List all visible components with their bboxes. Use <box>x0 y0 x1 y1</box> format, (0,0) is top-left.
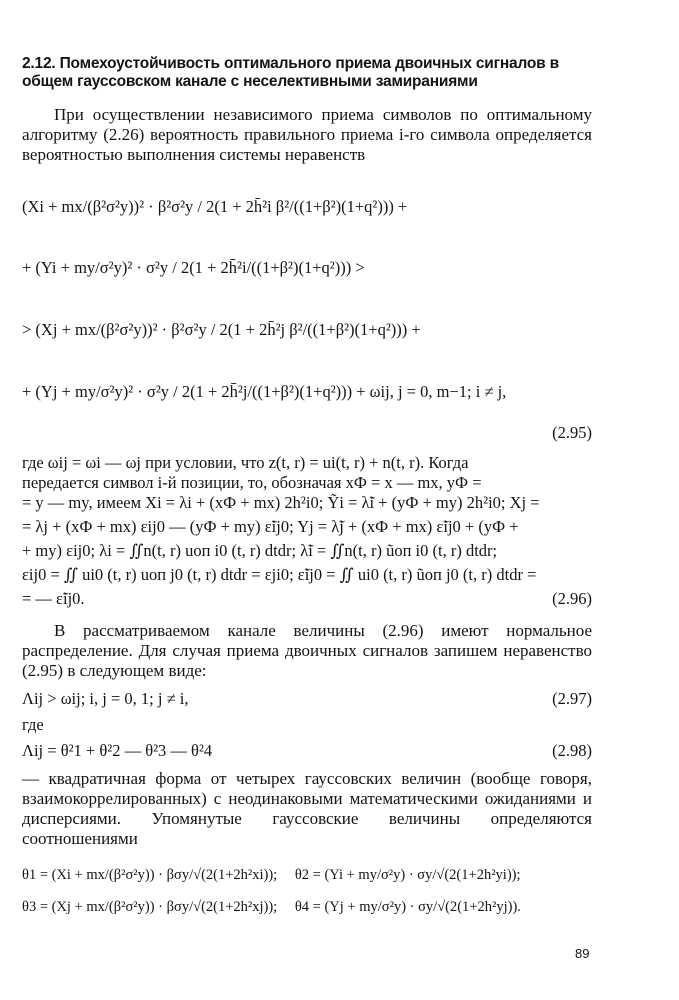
eq98-row <box>22 741 592 767</box>
theta2: θ2 = (Yi + my/σ²y) · σy/√(2(1+2h²yi)); <box>294 867 521 883</box>
paragraph-3: — квадратичная форма от четырех гауссовских величин (вообще говоря, взаимокоррелированных) с неодинаковыми математическими ожиданиями и дисперсиями. Упомянутые гауссовские величины определяются соотношениями <box>22 769 592 848</box>
where-line-1: где ωij = ωi — ωj при условии, что z(t, r) = ui(t, r) + n(t, r). Когда <box>22 453 469 472</box>
eq95-line1: (Xi + mx/(β²σ²y))² · β²σ²y / 2(1 + 2h̄²i β²/((1+β²)(1+q²))) + <box>22 197 408 216</box>
paragraph-2: В рассматриваемом канале величины (2.96) имеют нормальное распределение. Для случая приема двоичных сигналов запишем неравенство (2.95) в следующем виде: <box>22 621 592 680</box>
eq98-number: (2.98) <box>552 741 592 760</box>
gde-label: где <box>22 715 44 734</box>
eq95-line4: + (Yj + my/σ²y)² · σ²y / 2(1 + 2h̄²j/((1+β²)(1+q²))) + ωij, j = 0, m−1; i ≠ j, <box>22 382 507 401</box>
where-line-6: εij0 = ∬ ui0 (t, r) uоп j0 (t, r) dtdr = εji0; ε̃ij0 = ∬ ui0 (t, r) ũоп j0 (t, r) dtdr = <box>22 565 537 584</box>
eq97-number: (2.97) <box>552 689 592 708</box>
eq96-tail: = — ε̃ij0. <box>22 589 85 608</box>
theta-row-2 <box>22 891 592 923</box>
section-heading: 2.12. Помехоустойчивость оптимального приема двоичных сигналов в общем гауссовском канале с неселективными замираниями <box>22 55 559 90</box>
page-number: 89 <box>575 946 590 961</box>
where-line-5: + my) εij0; λi = ∬n(t, r) uоп i0 (t, r) dtdr; λ̃i = ∬n(t, r) ũоп i0 (t, r) dtdr; <box>22 541 498 560</box>
theta1: θ1 = (Xi + mx/(β²σ²y)) · βσy/√(2(1+2h²xi)); <box>22 867 278 883</box>
eq95-line3: > (Xj + mx/(β²σ²y))² · β²σ²y / 2(1 + 2h̄²j β²/((1+β²)(1+q²))) + <box>22 320 421 339</box>
eq96-number: (2.96) <box>552 589 592 608</box>
eq98: Λij = θ²1 + θ²2 — θ²3 — θ²4 <box>22 741 213 760</box>
where-block <box>22 453 592 615</box>
theta-row-1 <box>22 859 592 891</box>
eq96-row <box>22 589 592 615</box>
eq95-number: (2.95) <box>552 423 592 442</box>
page-body <box>22 55 592 923</box>
equation-2-95 <box>22 177 592 443</box>
intro-paragraph: При осуществлении независимого приема символов по оптимальному алгоритму (2.26) вероятность правильного приема i-го символа определяется вероятностью выполнения системы неравенств <box>22 105 592 164</box>
theta-definitions <box>22 859 592 923</box>
eq97-row <box>22 689 592 715</box>
theta3: θ3 = (Xj + mx/(β²σ²y)) · βσy/√(2(1+2h²xj)); <box>22 899 278 915</box>
eq95-line2: + (Yi + my/σ²y)² · σ²y / 2(1 + 2h̄²i/((1+β²)(1+q²))) > <box>22 258 365 277</box>
where-line-4: = λj + (xФ + mx) εij0 — (yФ + my) ε̃ij0; Yj = λ̃j + (xФ + mx) ε̃ij0 + (yФ + <box>22 517 519 536</box>
eq97: Λij > ωij; i, j = 0, 1; j ≠ i, <box>22 689 189 708</box>
where-line-3: = y — my, имеем Xi = λi + (xФ + mx) 2h²i0; Ỹi = λ̃i + (yФ + my) 2h²i0; Xj = <box>22 493 540 512</box>
where-line-2: передается символ i-й позиции, то, обозначая xФ = x — mx, yФ = <box>22 473 482 492</box>
theta4: θ4 = (Yj + my/σ²y) · σy/√(2(1+2h²yj)). <box>294 899 521 915</box>
